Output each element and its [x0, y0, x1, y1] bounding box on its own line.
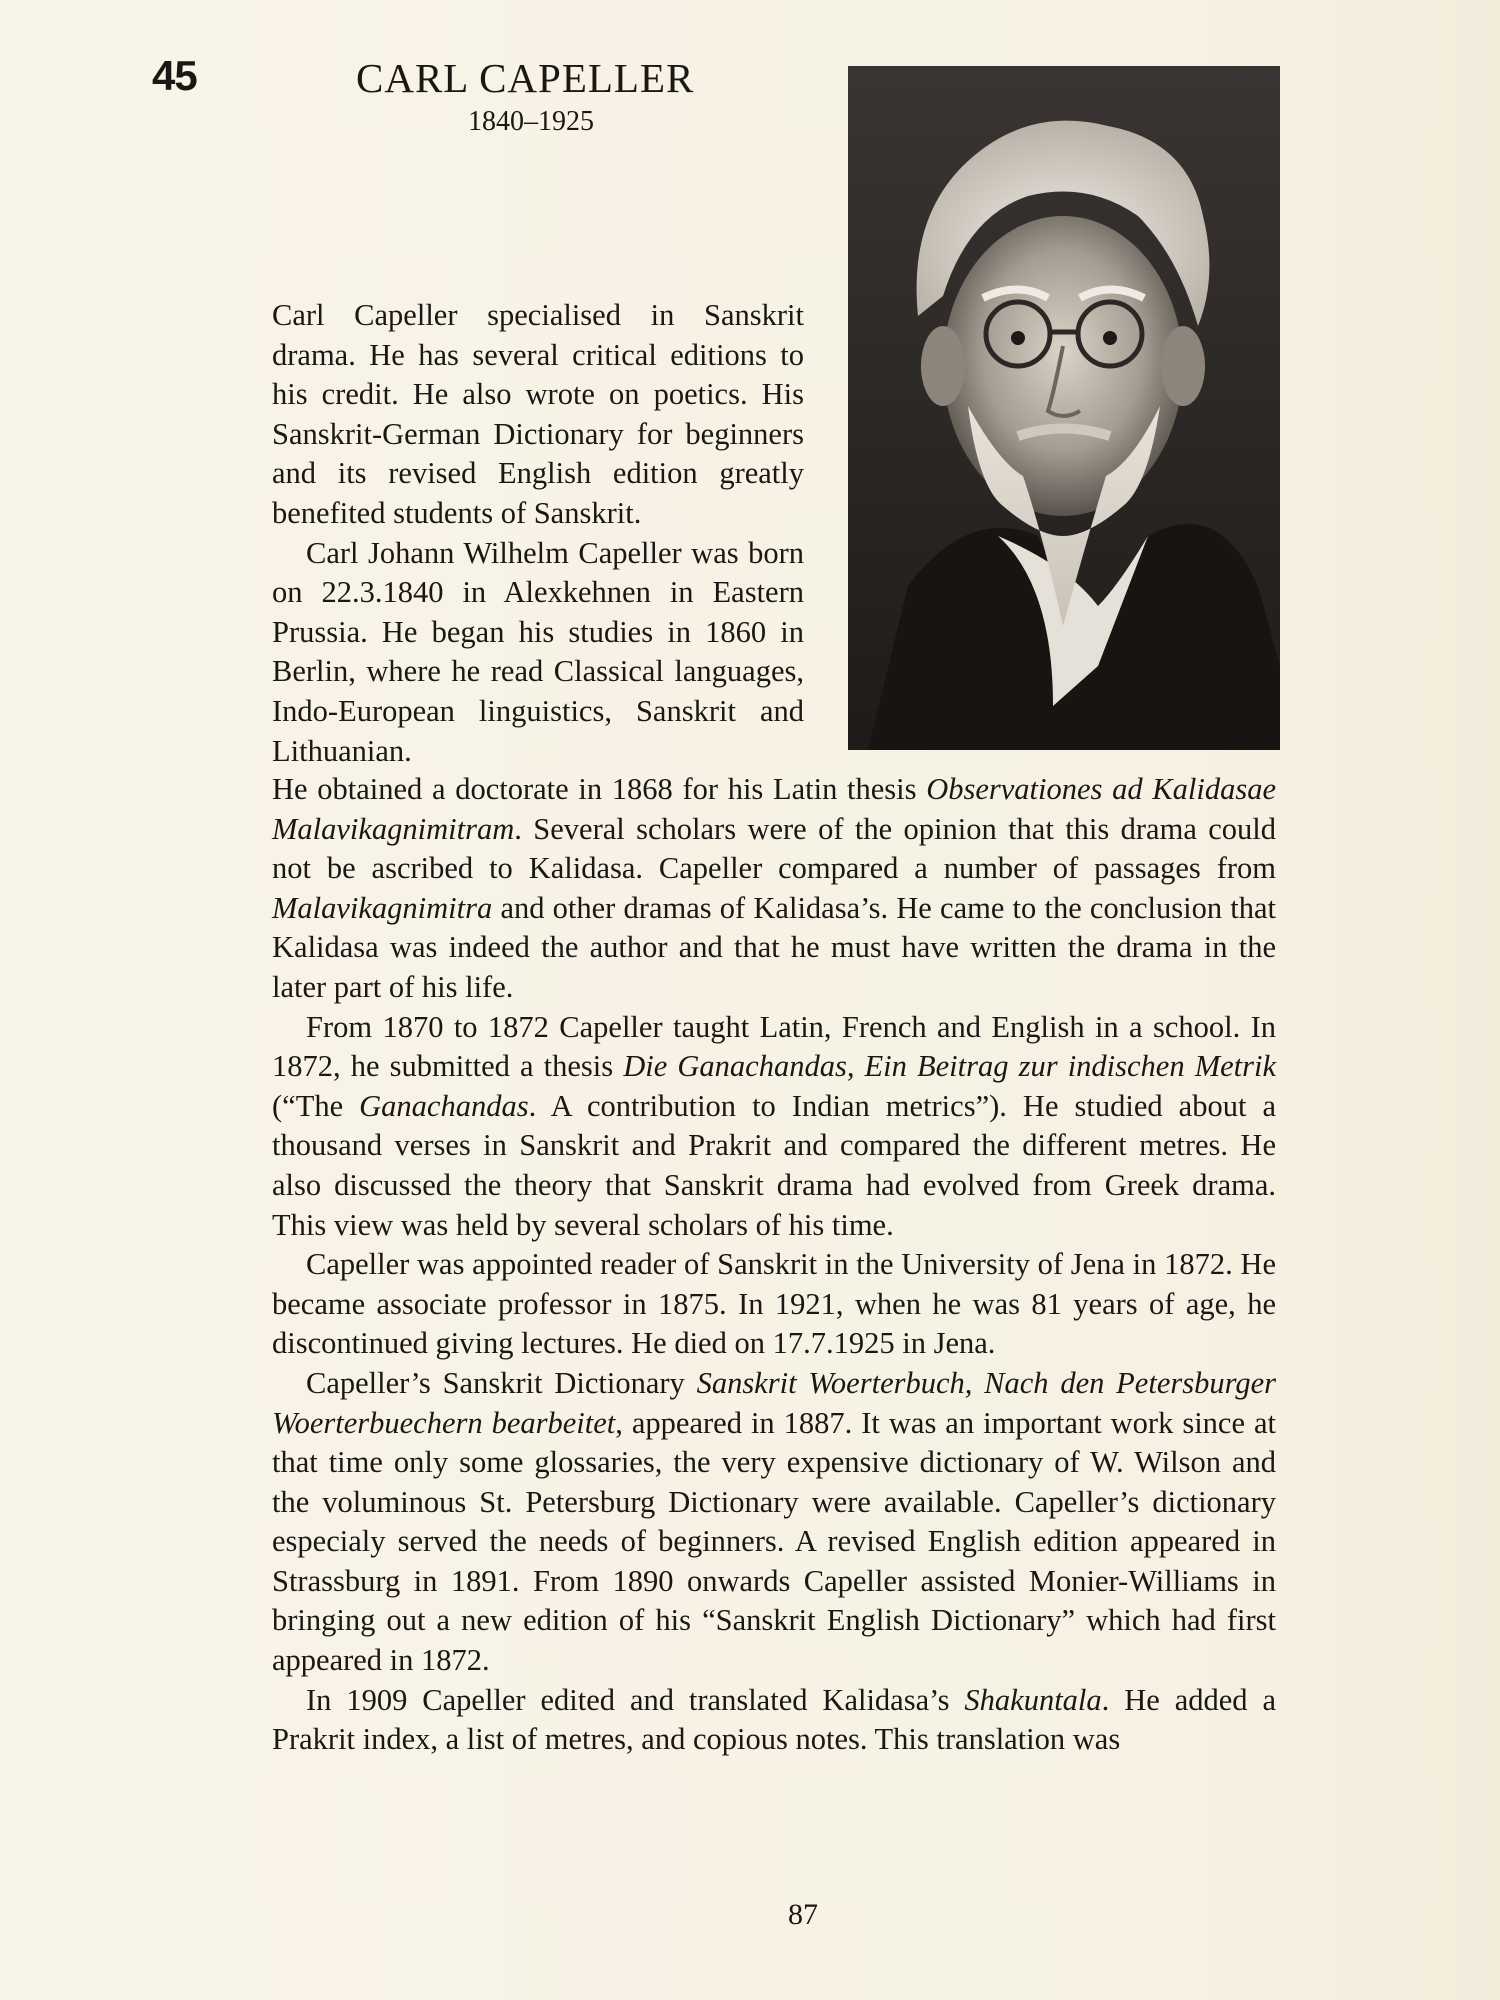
life-years: 1840–1925 [468, 106, 594, 137]
text-run: , appeared in 1887. It was an important work since at that time only some glossaries, the very expensive dictionary of W. Wilson and the voluminous St. Petersburg Dictionary were available. Capeller’s dictionary especialy served the needs of beginners. A revised English edition appeared in Strassburg in 1891. From 1890 onwards Capeller assisted Monier-Williams in bringing out a new edition of his “Sanskrit English Dictionary” which had first appeared in 1872. [272, 1405, 1277, 1678]
paragraph-biography: Carl Johann Wilhelm Capeller was born on 22.3.1840 in Alexkehnen in Eastern Prussia. He began his studies in 1860 in Berlin, where he read Classical languages, Indo-European linguistics, Sanskrit and Lithuanian. [272, 535, 804, 768]
portrait-illustration [848, 66, 1280, 750]
dictionary-title: Sanskrit Woerterbuch, Nach den Petersburger Woerterbuechern bearbeitet [272, 1365, 1276, 1440]
page-title: CARL CAPELLER [356, 55, 695, 101]
drama-title: Malavikagnimitra [272, 890, 493, 925]
text-run: In 1909 Capeller edited and translated Kalidasa’s [306, 1682, 965, 1717]
page-number-top: 45 [152, 52, 197, 99]
thesis-title: Observationes ad Kalidasae Malavikagnimitram [272, 772, 1276, 846]
text-run: . He added a Prakrit index, a list of metres, and copious notes. This translation was [272, 1682, 1276, 1757]
paragraph-jena: Capeller was appointed reader of Sanskrit in the University of Jena in 1872. He became associate professor in 1875. In 1921, when he was 81 years of age, he discontinued giving lectures. He died on 17.7.1925 in Jena. [272, 1247, 1276, 1361]
paragraph-doctorate [272, 770, 1276, 1008]
play-title: Shakuntala [964, 1682, 1102, 1717]
text-run: He obtained a doctorate in 1868 for his Latin thesis [272, 772, 927, 806]
text-run: Capeller’s Sanskrit Dictionary [306, 1365, 697, 1400]
text-run: . A contribution to Indian metrics”). He studied about a thousand verses in Sanskrit and Prakrit and compared the different metres. He also discussed the theory that Sanskrit drama had evolved from Greek drama. This view was held by several scholars of his time. [272, 1088, 1276, 1242]
paragraph-intro: Carl Capeller specialised in Sanskrit drama. He has several critical editions to his credit. He also wrote on poetics. His Sanskrit-German Dictionary for beginners and its revised English edition greatly benefited students of Sanskrit. [272, 298, 804, 530]
portrait-photo [848, 66, 1280, 750]
text-run: (“The [272, 1088, 360, 1123]
text-run: . Several scholars were of the opinion that this drama could not be ascribed to Kalidasa. Capeller compared a number of passages from [272, 811, 1276, 886]
paragraph-metrics [272, 1008, 1276, 1246]
body-text-wide [272, 770, 1276, 1760]
body-text-narrow [272, 296, 804, 771]
paragraph-shakuntala [272, 1681, 1276, 1760]
text-run: From 1870 to 1872 Capeller taught Latin, French and English in a school. In 1872, he submitted a thesis [272, 1009, 1276, 1084]
work-title: Ganachandas [359, 1088, 529, 1123]
page-number-bottom: 87 [788, 1898, 818, 1931]
paragraph-dictionary [272, 1364, 1276, 1681]
text-run: and other dramas of Kalidasa’s. He came to the conclusion that Kalidasa was indeed the author and that he must have written the drama in the later part of his life. [272, 890, 1276, 1004]
thesis-title: Die Ganachandas, Ein Beitrag zur indischen Metrik [623, 1049, 1276, 1084]
